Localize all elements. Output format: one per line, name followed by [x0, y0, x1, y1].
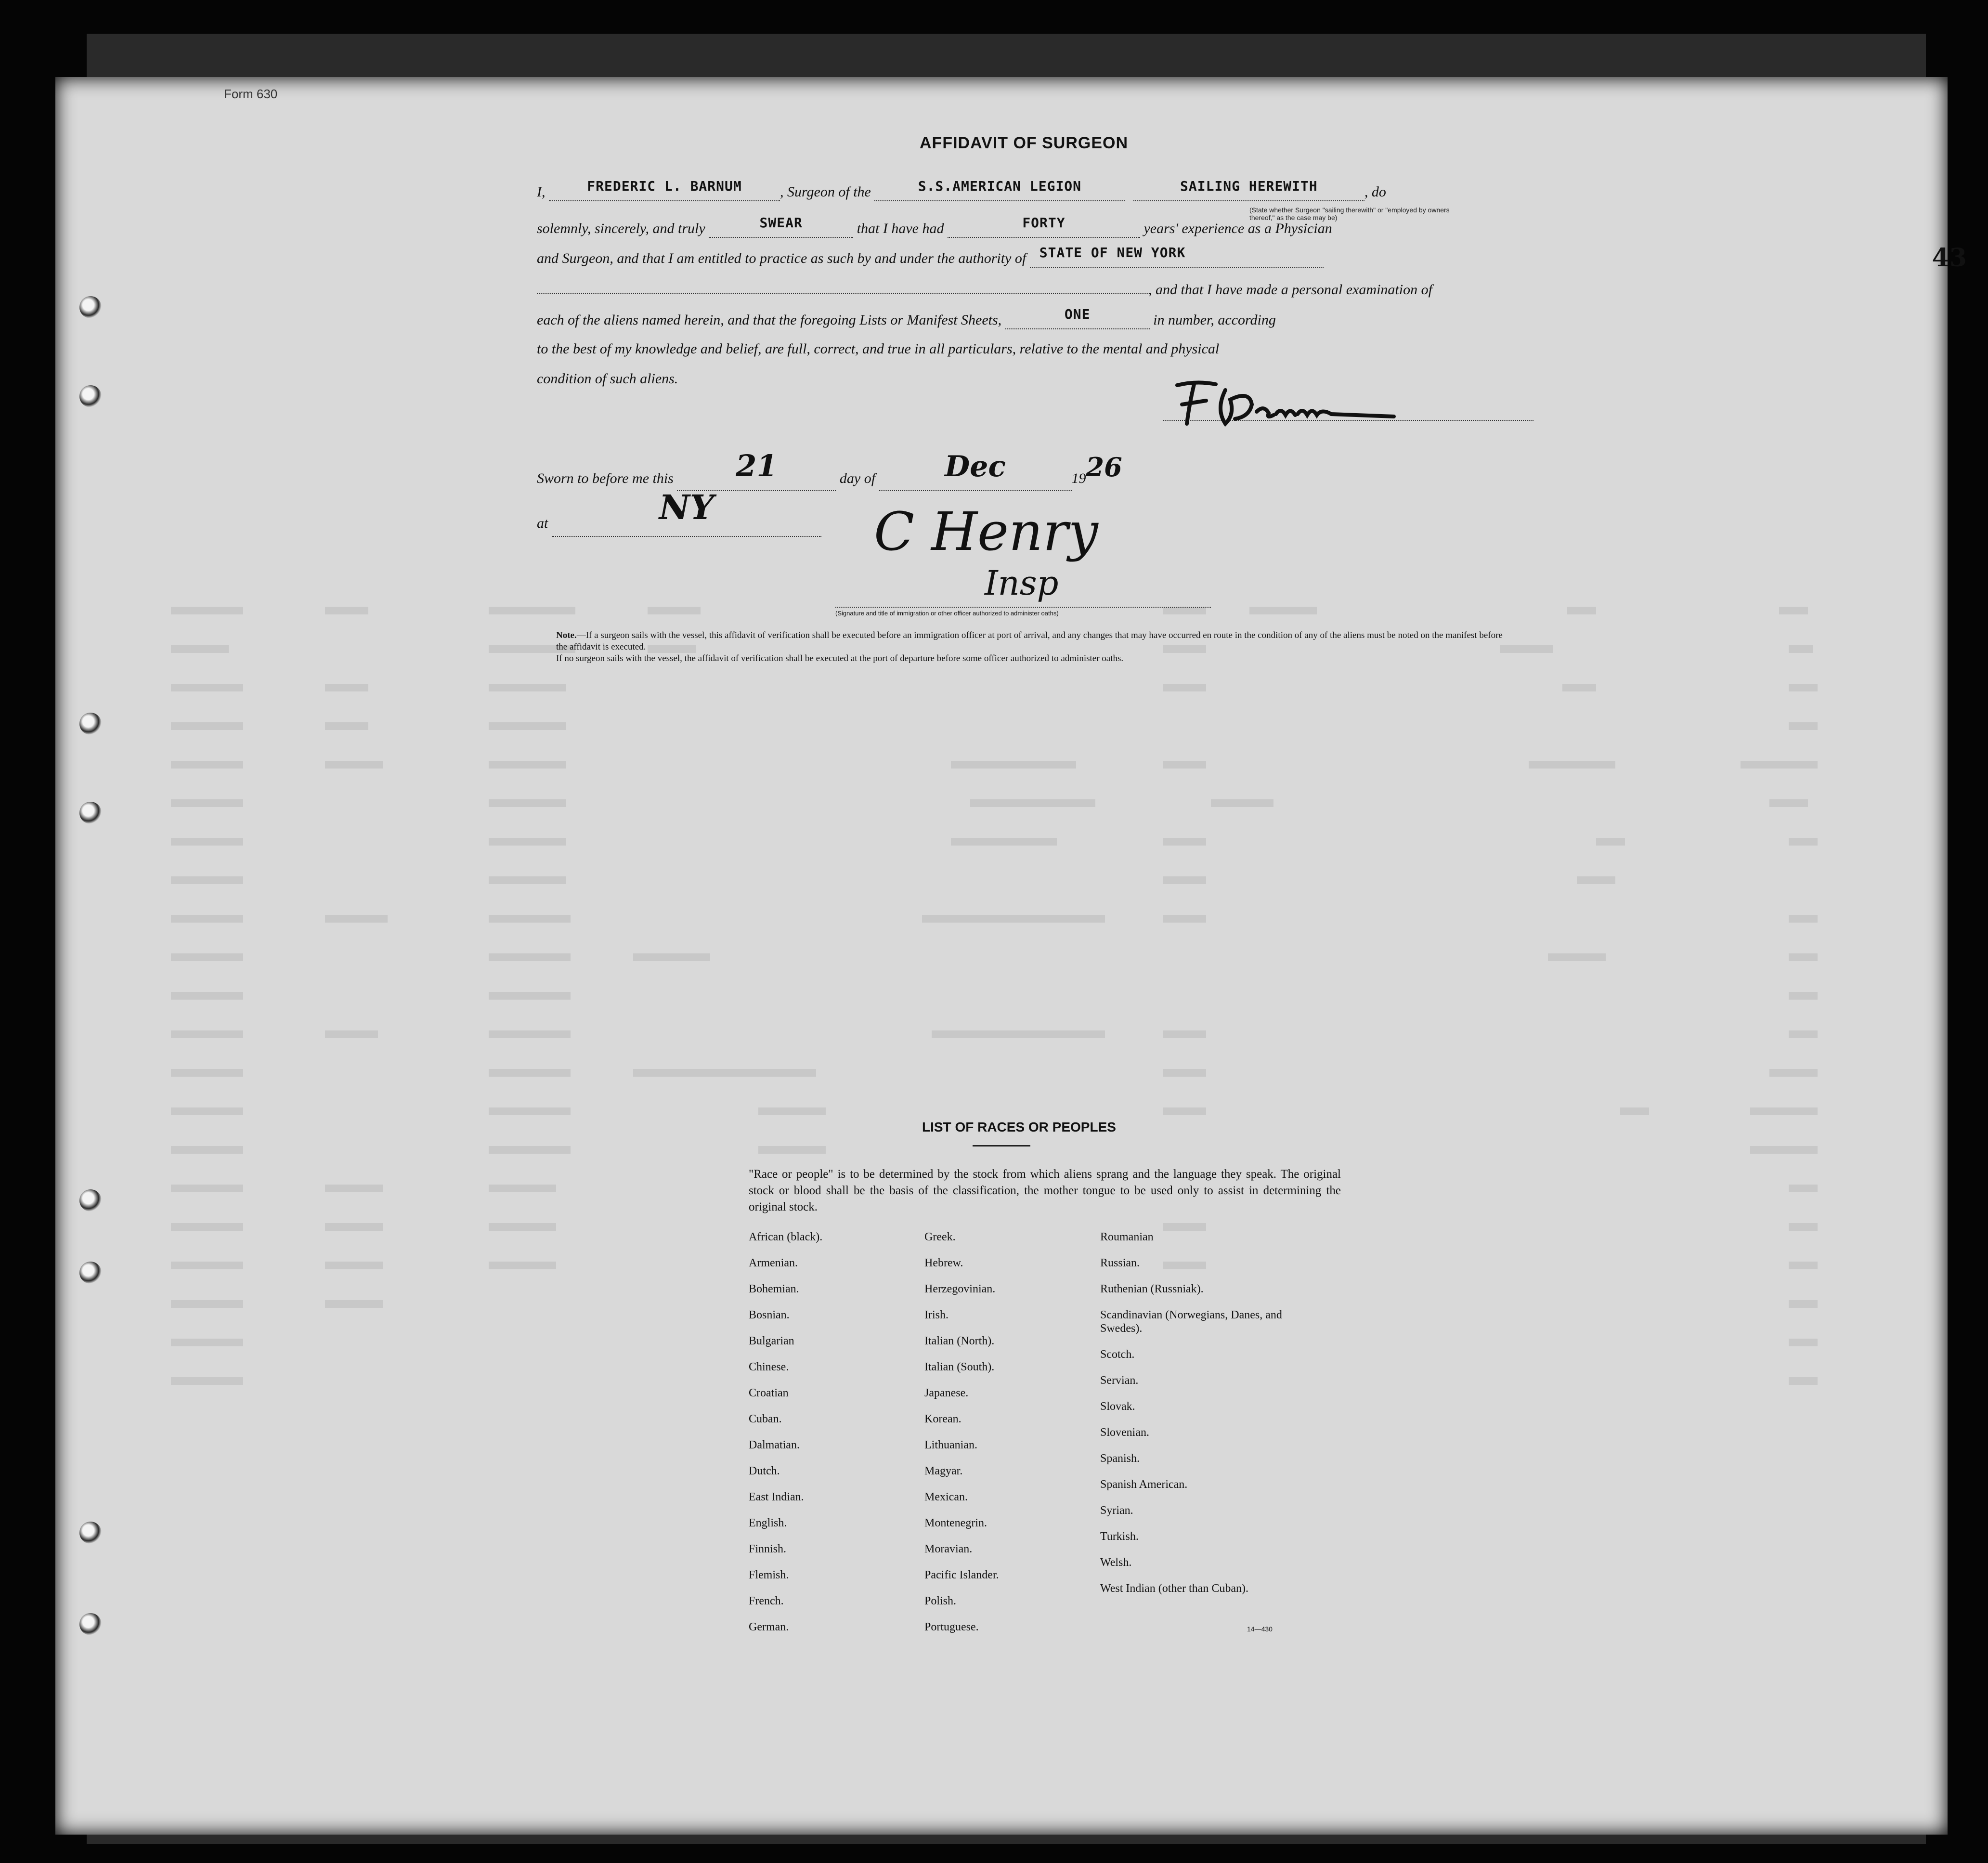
sailing-status-note: (State whether Surgeon "sailing therewith" or "employed by owners thereof," as the case may be) — [1249, 206, 1450, 221]
affidavit-line-1 — [537, 178, 1386, 201]
text-each-alien: each of the aliens named herein, and that the foregoing Lists or Manifest Sheets, — [537, 312, 1002, 328]
binder-hole — [79, 385, 102, 407]
race-item: German. — [749, 1621, 789, 1633]
oath-word: SWEAR — [759, 215, 803, 231]
race-item: Servian. — [1100, 1374, 1139, 1387]
text-day-of: day of — [839, 470, 876, 486]
verification-note — [556, 630, 1514, 664]
race-item: Irish. — [924, 1309, 949, 1321]
page-title: AFFIDAVIT OF SURGEON — [920, 134, 1129, 152]
sworn-place-field — [552, 487, 821, 537]
text-condition: condition of such aliens. — [537, 371, 678, 387]
race-item: Italian (South). — [924, 1361, 995, 1373]
note-text-2: If no surgeon sails with the vessel, the affidavit of verification shall be executed at the port of departure before some officer authorized to administer oaths. — [556, 653, 1124, 664]
document-code: 14—430 — [1247, 1625, 1273, 1633]
race-item: Ruthenian (Russniak). — [1100, 1283, 1204, 1295]
officer-signature: C Henry — [874, 501, 1098, 562]
race-item: Hebrew. — [924, 1257, 963, 1269]
race-item: Dalmatian. — [749, 1439, 800, 1451]
authority-continuation-field — [537, 293, 1148, 294]
text-surgeon-of: , Surgeon of the — [780, 184, 871, 200]
binder-hole — [79, 1613, 102, 1635]
race-item: Montenegrin. — [924, 1517, 987, 1529]
sworn-day: 21 — [736, 448, 778, 483]
race-item: Roumanian — [1100, 1231, 1154, 1243]
text-at: at — [537, 515, 548, 531]
vessel-name: S.S.AMERICAN LEGION — [918, 178, 1082, 194]
vessel-field — [874, 178, 1125, 201]
race-item: African (black). — [749, 1231, 823, 1243]
race-item: Syrian. — [1100, 1504, 1133, 1517]
race-item: Lithuanian. — [924, 1439, 977, 1451]
oath-field — [709, 215, 853, 238]
races-column-1 — [749, 1230, 822, 1646]
binder-hole — [79, 802, 102, 824]
race-item: Cuban. — [749, 1413, 782, 1425]
race-item: Bulgarian — [749, 1335, 794, 1347]
race-item: Portuguese. — [924, 1621, 979, 1633]
years-experience: FORTY — [1022, 215, 1065, 231]
race-item: Moravian. — [924, 1543, 973, 1555]
race-item: Japanese. — [924, 1387, 969, 1399]
race-item: French. — [749, 1595, 784, 1607]
race-item: Greek. — [924, 1231, 956, 1243]
race-item: West Indian (other than Cuban). — [1100, 1582, 1248, 1595]
page-number: 43 — [1932, 243, 1967, 273]
binder-hole — [79, 713, 102, 735]
race-item: Spanish. — [1100, 1452, 1140, 1465]
races-column-3 — [1100, 1230, 1283, 1621]
race-item: Italian (North). — [924, 1335, 995, 1347]
text-years-exp: years' experience as a Physician — [1143, 221, 1332, 236]
authority-field — [1030, 245, 1324, 268]
race-item: Korean. — [924, 1413, 962, 1425]
officer-title: Insp — [985, 563, 1059, 603]
at-line — [537, 487, 821, 537]
note-text-1: —If a surgeon sails with the vessel, this affidavit of verification shall be executed before an immigration officer at port of arrival, and any changes that may have occurred en route in the condition of any of the aliens must be noted on the manifest before the affidavit is executed. — [556, 630, 1503, 652]
sworn-day-field — [677, 448, 836, 491]
race-item: Scotch. — [1100, 1348, 1135, 1361]
sworn-line — [537, 448, 1122, 491]
sheet-count-field — [1005, 306, 1150, 329]
affidavit-line-3 — [537, 245, 1324, 268]
race-item: Chinese. — [749, 1361, 789, 1373]
sworn-place: NY — [659, 487, 714, 527]
race-item: Flemish. — [749, 1569, 789, 1581]
word-i: I, — [537, 184, 546, 200]
race-item: Dutch. — [749, 1465, 780, 1477]
sworn-month-field — [879, 450, 1072, 491]
text-personal-exam: , and that I have made a personal examination of — [1148, 282, 1432, 298]
sailing-status-field — [1133, 178, 1364, 201]
form-number: Form 630 — [224, 87, 278, 101]
affidavit-line-5 — [537, 306, 1276, 329]
race-item: Mexican. — [924, 1491, 968, 1503]
sworn-month: Dec — [945, 450, 1006, 483]
race-item: Slovak. — [1100, 1400, 1135, 1413]
races-title-rule — [973, 1145, 1030, 1146]
races-column-2 — [924, 1230, 999, 1646]
bleed-through-manifest — [55, 510, 1948, 1618]
text-in-number: in number, according — [1153, 312, 1276, 328]
sheet-count: ONE — [1064, 306, 1091, 322]
race-item: Bohemian. — [749, 1283, 799, 1295]
note-label: Note. — [556, 630, 577, 640]
text-do: , do — [1364, 184, 1386, 200]
race-item: Turkish. — [1100, 1530, 1139, 1543]
race-item: Croatian — [749, 1387, 789, 1399]
surgeon-name: FREDERIC L. BARNUM — [587, 178, 742, 194]
affidavit-line-7 — [537, 371, 678, 387]
race-item: Russian. — [1100, 1257, 1140, 1269]
race-item: Finnish. — [749, 1543, 787, 1555]
race-item: English. — [749, 1517, 787, 1529]
races-intro: "Race or people" is to be determined by the stock from which aliens sprang and the language they speak. The original stock or blood shall be the basis of the classification, the mother tongue to be used only to assist in determining the original stock. — [749, 1168, 1341, 1213]
surgeon-name-field — [549, 178, 780, 201]
affidavit-line-4 — [537, 282, 1432, 298]
text-solemnly: solemnly, sincerely, and truly — [537, 221, 705, 236]
race-item: Polish. — [924, 1595, 957, 1607]
binder-hole — [79, 1189, 102, 1212]
text-sworn: Sworn to before me this — [537, 470, 674, 486]
text-and-surgeon: and Surgeon, and that I am entitled to practice as such by and under the authority of — [537, 250, 1026, 266]
officer-signature-caption: (Signature and title of immigration or other officer authorized to administer oaths) — [835, 610, 1059, 617]
binder-hole — [79, 1522, 102, 1544]
race-item: Herzegovinian. — [924, 1283, 996, 1295]
affidavit-line-6 — [537, 341, 1219, 357]
race-item: Scandinavian (Norwegians, Danes, and Swedes). — [1100, 1309, 1282, 1335]
affidavit-line-2 — [537, 215, 1332, 238]
text-year-prefix: 19 — [1071, 470, 1086, 486]
licensing-authority: STATE OF NEW YORK — [1039, 245, 1186, 261]
race-item: East Indian. — [749, 1491, 804, 1503]
race-item: Armenian. — [749, 1257, 798, 1269]
race-item: Pacific Islander. — [924, 1569, 999, 1581]
text-that-had: that I have had — [857, 221, 944, 236]
race-item: Slovenian. — [1100, 1426, 1149, 1439]
text-best-of: to the best of my knowledge and belief, are full, correct, and true in all particulars, relative to the mental and physical — [537, 341, 1220, 357]
surgeon-signature — [1168, 371, 1418, 433]
sailing-status: SAILING HEREWITH — [1180, 178, 1318, 194]
affidavit-page — [55, 77, 1967, 1835]
race-item: Bosnian. — [749, 1309, 790, 1321]
race-item: Welsh. — [1100, 1556, 1132, 1569]
race-item: Spanish American. — [1100, 1478, 1188, 1491]
years-field — [948, 215, 1140, 238]
binder-hole — [79, 296, 102, 318]
race-item: Magyar. — [924, 1465, 963, 1477]
sworn-year: 26 — [1086, 452, 1122, 482]
binder-hole — [79, 1262, 102, 1284]
races-title: LIST OF RACES OR PEOPLES — [922, 1120, 1116, 1134]
officer-signature-line — [835, 607, 1211, 608]
